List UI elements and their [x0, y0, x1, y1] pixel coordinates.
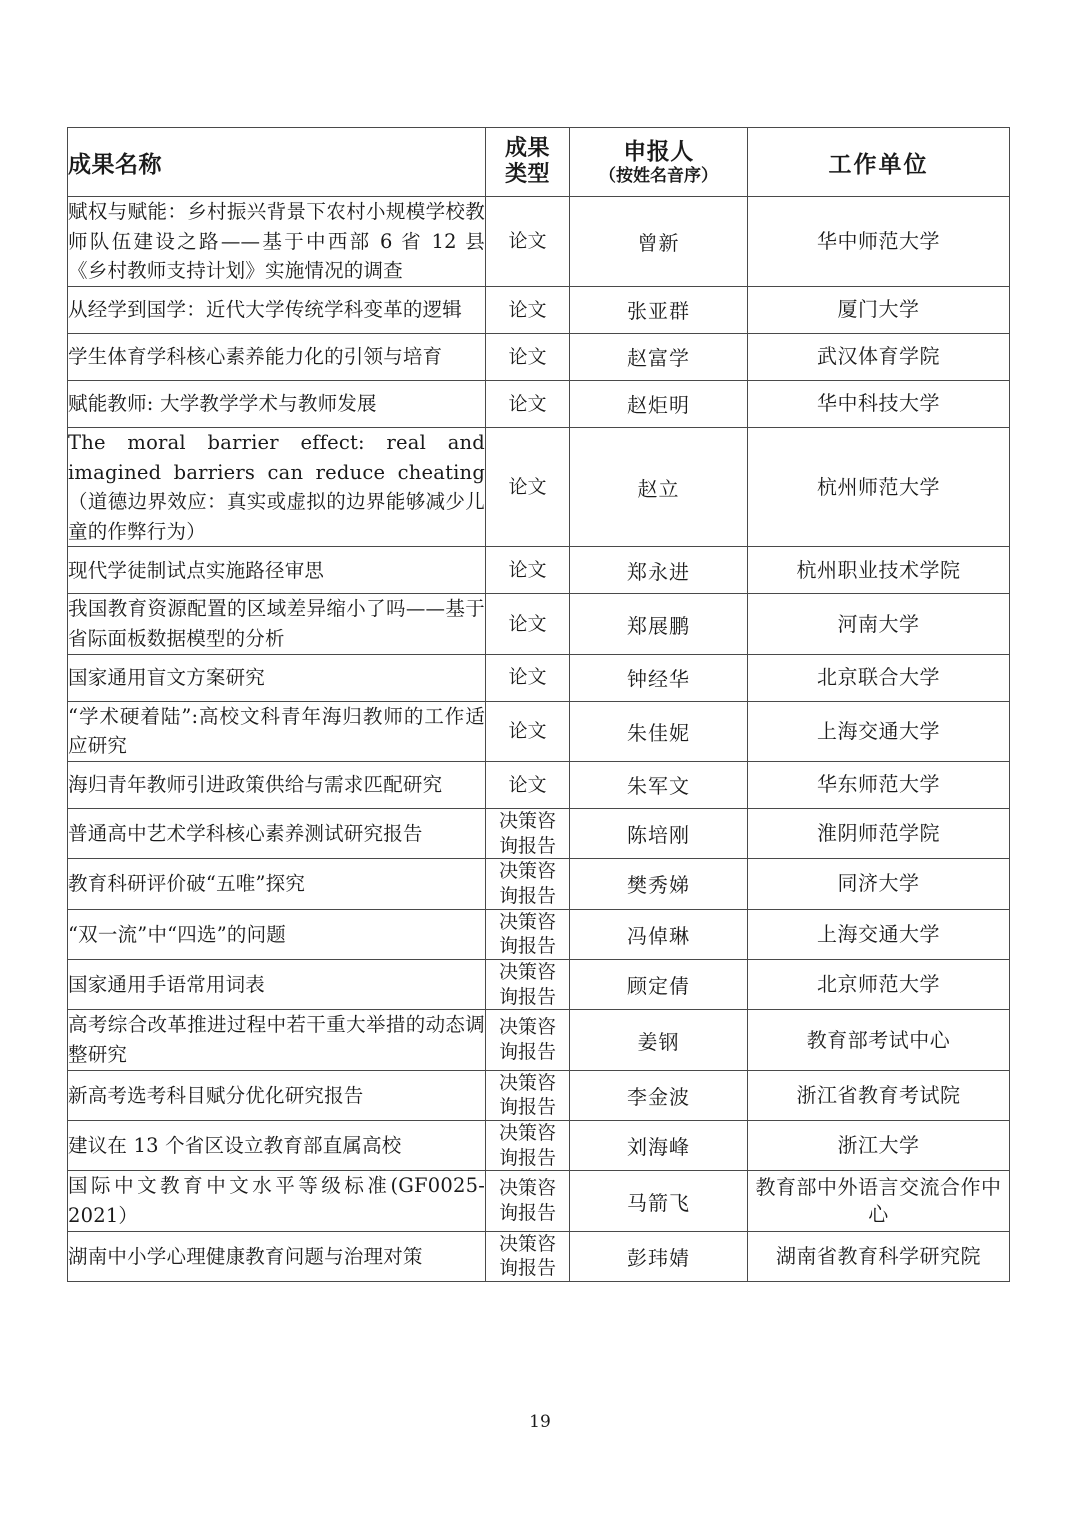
results-table [67, 127, 1010, 1282]
cell-achievement-title: 国家通用手语常用词表 [68, 960, 486, 1010]
cell-work-unit: 武汉体育学院 [748, 333, 1010, 380]
cell-achievement-type [486, 1121, 570, 1171]
cell-work-unit: 上海交通大学 [748, 701, 1010, 761]
cell-work-unit: 同济大学 [748, 859, 1010, 909]
cell-achievement-title: 现代学徒制试点实施路径审思 [68, 547, 486, 594]
table-row [68, 197, 1010, 287]
cell-applicant-name: 陈培刚 [570, 808, 748, 858]
table-row [68, 761, 1010, 808]
table-row [68, 380, 1010, 427]
cell-achievement-title: 湖南中小学心理健康教育问题与治理对策 [68, 1231, 486, 1281]
cell-achievement-type: 论文 [486, 380, 570, 427]
table-row [68, 859, 1010, 909]
cell-applicant-name: 钟经华 [570, 654, 748, 701]
cell-applicant-name: 冯倬琳 [570, 909, 748, 959]
type-line-2: 询报告 [498, 834, 556, 857]
cell-applicant-name: 朱佳妮 [570, 701, 748, 761]
table-row [68, 1171, 1010, 1231]
cell-achievement-type [486, 960, 570, 1010]
table-row [68, 286, 1010, 333]
cell-achievement-type [486, 1070, 570, 1120]
table-row [68, 808, 1010, 858]
type-line-2: 询报告 [498, 1041, 556, 1063]
type-line-2: 询报告 [498, 1096, 556, 1119]
table-row [68, 427, 1010, 547]
cell-achievement-title: 高考综合改革推进过程中若干重大举措的动态调整研究 [68, 1010, 486, 1070]
cell-work-unit: 淮阴师范学院 [748, 808, 1010, 858]
cell-achievement-title: 学生体育学科核心素养能力化的引领与培育 [68, 333, 486, 380]
cell-achievement-type: 论文 [486, 761, 570, 808]
table-row [68, 654, 1010, 701]
cell-achievement-title: 普通高中艺术学科核心素养测试研究报告 [68, 808, 486, 858]
cell-work-unit: 上海交通大学 [748, 909, 1010, 959]
header-row [68, 128, 1010, 197]
column-header-person [570, 128, 748, 197]
table-header [68, 128, 1010, 197]
cell-achievement-title: 教育科研评价破“五唯”探究 [68, 859, 486, 909]
cell-applicant-name: 朱军文 [570, 761, 748, 808]
cell-work-unit: 华中师范大学 [748, 197, 1010, 287]
cell-achievement-type: 论文 [486, 594, 570, 654]
cell-achievement-title: 国家通用盲文方案研究 [68, 654, 486, 701]
table-row [68, 1070, 1010, 1120]
cell-achievement-type: 论文 [486, 701, 570, 761]
cell-applicant-name: 李金波 [570, 1070, 748, 1120]
cell-achievement-title: 新高考选考科目赋分优化研究报告 [68, 1070, 486, 1120]
cell-achievement-title: “学术硬着陆”:高校文科青年海归教师的工作适应研究 [68, 701, 486, 761]
type-line-2: 询报告 [498, 935, 556, 958]
cell-achievement-title: 赋权与赋能：乡村振兴背景下农村小规模学校教师队伍建设之路——基于中西部 6 省 12 县《乡村教师支持计划》实施情况的调查 [68, 197, 486, 287]
page-number: 19 [529, 1412, 551, 1432]
cell-achievement-type: 论文 [486, 547, 570, 594]
cell-achievement-type: 论文 [486, 333, 570, 380]
column-header-type-line2: 类型 [504, 161, 550, 187]
cell-work-unit: 华东师范大学 [748, 761, 1010, 808]
cell-achievement-type [486, 859, 570, 909]
cell-achievement-type [486, 1171, 570, 1231]
cell-achievement-title: 赋能教师: 大学教学学术与教师发展 [68, 380, 486, 427]
type-line-2: 询报告 [498, 1202, 556, 1224]
cell-work-unit: 杭州师范大学 [748, 427, 1010, 547]
type-line-1: 决策咨 [498, 1232, 556, 1255]
cell-achievement-type [486, 1010, 570, 1070]
cell-work-unit: 北京师范大学 [748, 960, 1010, 1010]
cell-applicant-name: 赵立 [570, 427, 748, 547]
type-line-2: 询报告 [498, 884, 556, 907]
cell-achievement-type: 论文 [486, 286, 570, 333]
type-line-1: 决策咨 [498, 1122, 556, 1144]
cell-achievement-title: The moral barrier effect: real and imagined barriers can reduce cheating（道德边界效应：真实或虚拟的边界能够减少儿童的作弊行为） [68, 427, 486, 547]
results-table-container [67, 127, 1009, 1282]
cell-achievement-title: 我国教育资源配置的区域差异缩小了吗——基于省际面板数据模型的分析 [68, 594, 486, 654]
cell-applicant-name: 彭玮婧 [570, 1231, 748, 1281]
type-line-1: 决策咨 [498, 961, 556, 983]
column-header-person-sub: （按姓名音序） [599, 165, 718, 186]
cell-achievement-type: 论文 [486, 654, 570, 701]
type-line-2: 询报告 [498, 1146, 556, 1169]
cell-work-unit: 河南大学 [748, 594, 1010, 654]
table-row [68, 333, 1010, 380]
cell-applicant-name: 郑永进 [570, 547, 748, 594]
column-header-org: 工作单位 [748, 128, 1010, 197]
type-line-2: 询报告 [498, 985, 556, 1008]
cell-work-unit: 浙江大学 [748, 1121, 1010, 1171]
cell-achievement-type [486, 1231, 570, 1281]
cell-applicant-name: 郑展鹏 [570, 594, 748, 654]
table-row [68, 594, 1010, 654]
table-row [68, 1010, 1010, 1070]
cell-work-unit: 教育部中外语言交流合作中心 [748, 1171, 1010, 1231]
type-line-2: 询报告 [498, 1257, 556, 1280]
cell-work-unit: 华中科技大学 [748, 380, 1010, 427]
cell-achievement-title: 海归青年教师引进政策供给与需求匹配研究 [68, 761, 486, 808]
cell-work-unit: 教育部考试中心 [748, 1010, 1010, 1070]
type-line-1: 决策咨 [498, 1016, 556, 1039]
cell-applicant-name: 刘海峰 [570, 1121, 748, 1171]
table-row [68, 1121, 1010, 1171]
table-row [68, 547, 1010, 594]
cell-achievement-title: 建议在 13 个省区设立教育部直属高校 [68, 1121, 486, 1171]
table-row [68, 909, 1010, 959]
cell-work-unit: 杭州职业技术学院 [748, 547, 1010, 594]
type-line-1: 决策咨 [498, 809, 556, 832]
cell-applicant-name: 姜钢 [570, 1010, 748, 1070]
cell-applicant-name: 赵富学 [570, 333, 748, 380]
table-row [68, 701, 1010, 761]
table-row [68, 960, 1010, 1010]
type-line-1: 决策咨 [498, 1177, 556, 1200]
cell-applicant-name: 曾新 [570, 197, 748, 287]
cell-achievement-title: 国际中文教育中文水平等级标准(GF0025-2021） [68, 1171, 486, 1231]
type-line-1: 决策咨 [498, 1071, 556, 1094]
cell-work-unit: 浙江省教育考试院 [748, 1070, 1010, 1120]
cell-achievement-title: “双一流”中“四选”的问题 [68, 909, 486, 959]
column-header-type-line1: 成果 [504, 135, 550, 162]
type-line-1: 决策咨 [498, 860, 556, 883]
cell-achievement-type [486, 808, 570, 858]
column-header-person-main: 申报人 [623, 138, 694, 165]
table-body [68, 197, 1010, 1282]
cell-applicant-name: 张亚群 [570, 286, 748, 333]
column-header-title: 成果名称 [68, 128, 486, 197]
cell-work-unit: 厦门大学 [748, 286, 1010, 333]
type-line-1: 决策咨 [498, 910, 556, 933]
cell-achievement-type [486, 909, 570, 959]
cell-applicant-name: 赵炬明 [570, 380, 748, 427]
cell-applicant-name: 顾定倩 [570, 960, 748, 1010]
cell-work-unit: 北京联合大学 [748, 654, 1010, 701]
cell-work-unit: 湖南省教育科学研究院 [748, 1231, 1010, 1281]
cell-applicant-name: 马箭飞 [570, 1171, 748, 1231]
cell-applicant-name: 樊秀娣 [570, 859, 748, 909]
column-header-type [486, 128, 570, 197]
table-row [68, 1231, 1010, 1281]
cell-achievement-title: 从经学到国学：近代大学传统学科变革的逻辑 [68, 286, 486, 333]
cell-achievement-type: 论文 [486, 197, 570, 287]
cell-achievement-type: 论文 [486, 427, 570, 547]
